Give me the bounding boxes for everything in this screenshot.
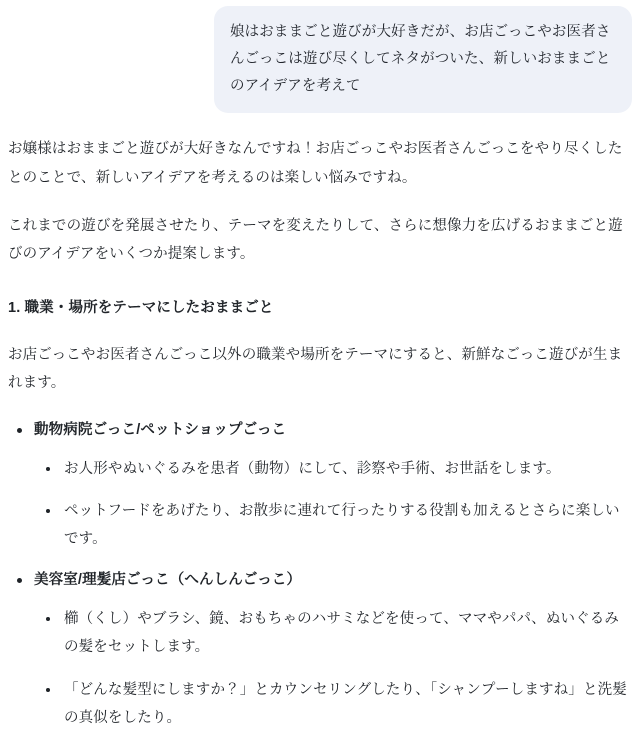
- idea-title: 美容室/理髪店ごっこ（へんしんごっこ）: [34, 572, 302, 589]
- idea-title: 動物病院ごっこ/ペットショップごっこ: [34, 422, 287, 439]
- section-heading-1: 1. 職業・場所をテーマにしたおままごと: [8, 299, 274, 316]
- idea-item: [34, 417, 632, 553]
- user-message-bubble: 娘はおままごと遊びが大好きだが、お店ごっこやお医者さんごっこは遊び尽くしてネタがついた、新しいおままごとのアイデアを考えて: [214, 6, 632, 113]
- idea-detail: 「どんな髪型にしますか？」とカウンセリングしたり、「シャンプーしますね」と洗髪の真似をしたり。: [64, 676, 632, 732]
- user-message-row: [8, 0, 632, 113]
- idea-detail: お人形やぬいぐるみを患者（動物）にして、診察や手術、お世話をします。: [64, 455, 632, 483]
- idea-detail: ペットフードをあげたり、お散歩に連れて行ったりする役割も加えるとさらに楽しいです。: [64, 497, 632, 554]
- assistant-message: [8, 113, 632, 732]
- idea-detail-list: [34, 455, 632, 554]
- idea-detail-list: [34, 605, 632, 732]
- idea-detail: 櫛（くし）やブラシ、鏡、おもちゃのハサミなどを使って、ママやパパ、ぬいぐるみの髪をセットします。: [64, 605, 632, 662]
- section-lead-text: お店ごっこやお医者さんごっこ以外の職業や場所をテーマにすると、新鮮なごっこ遊びが生まれます。: [8, 346, 623, 391]
- assistant-paragraph-1: お嬢様はおままごと遊びが大好きなんですね！お店ごっこやお医者さんごっこをやり尽くしたとのことで、新しいアイデアを考えるのは楽しい悩みですね。: [8, 141, 623, 186]
- idea-list: [8, 417, 632, 732]
- assistant-paragraph-2: これまでの遊びを発展させたり、テーマを変えたりして、さらに想像力を広げるおままごと遊びのアイデアをいくつか提案します。: [8, 217, 623, 263]
- idea-item: [34, 567, 632, 732]
